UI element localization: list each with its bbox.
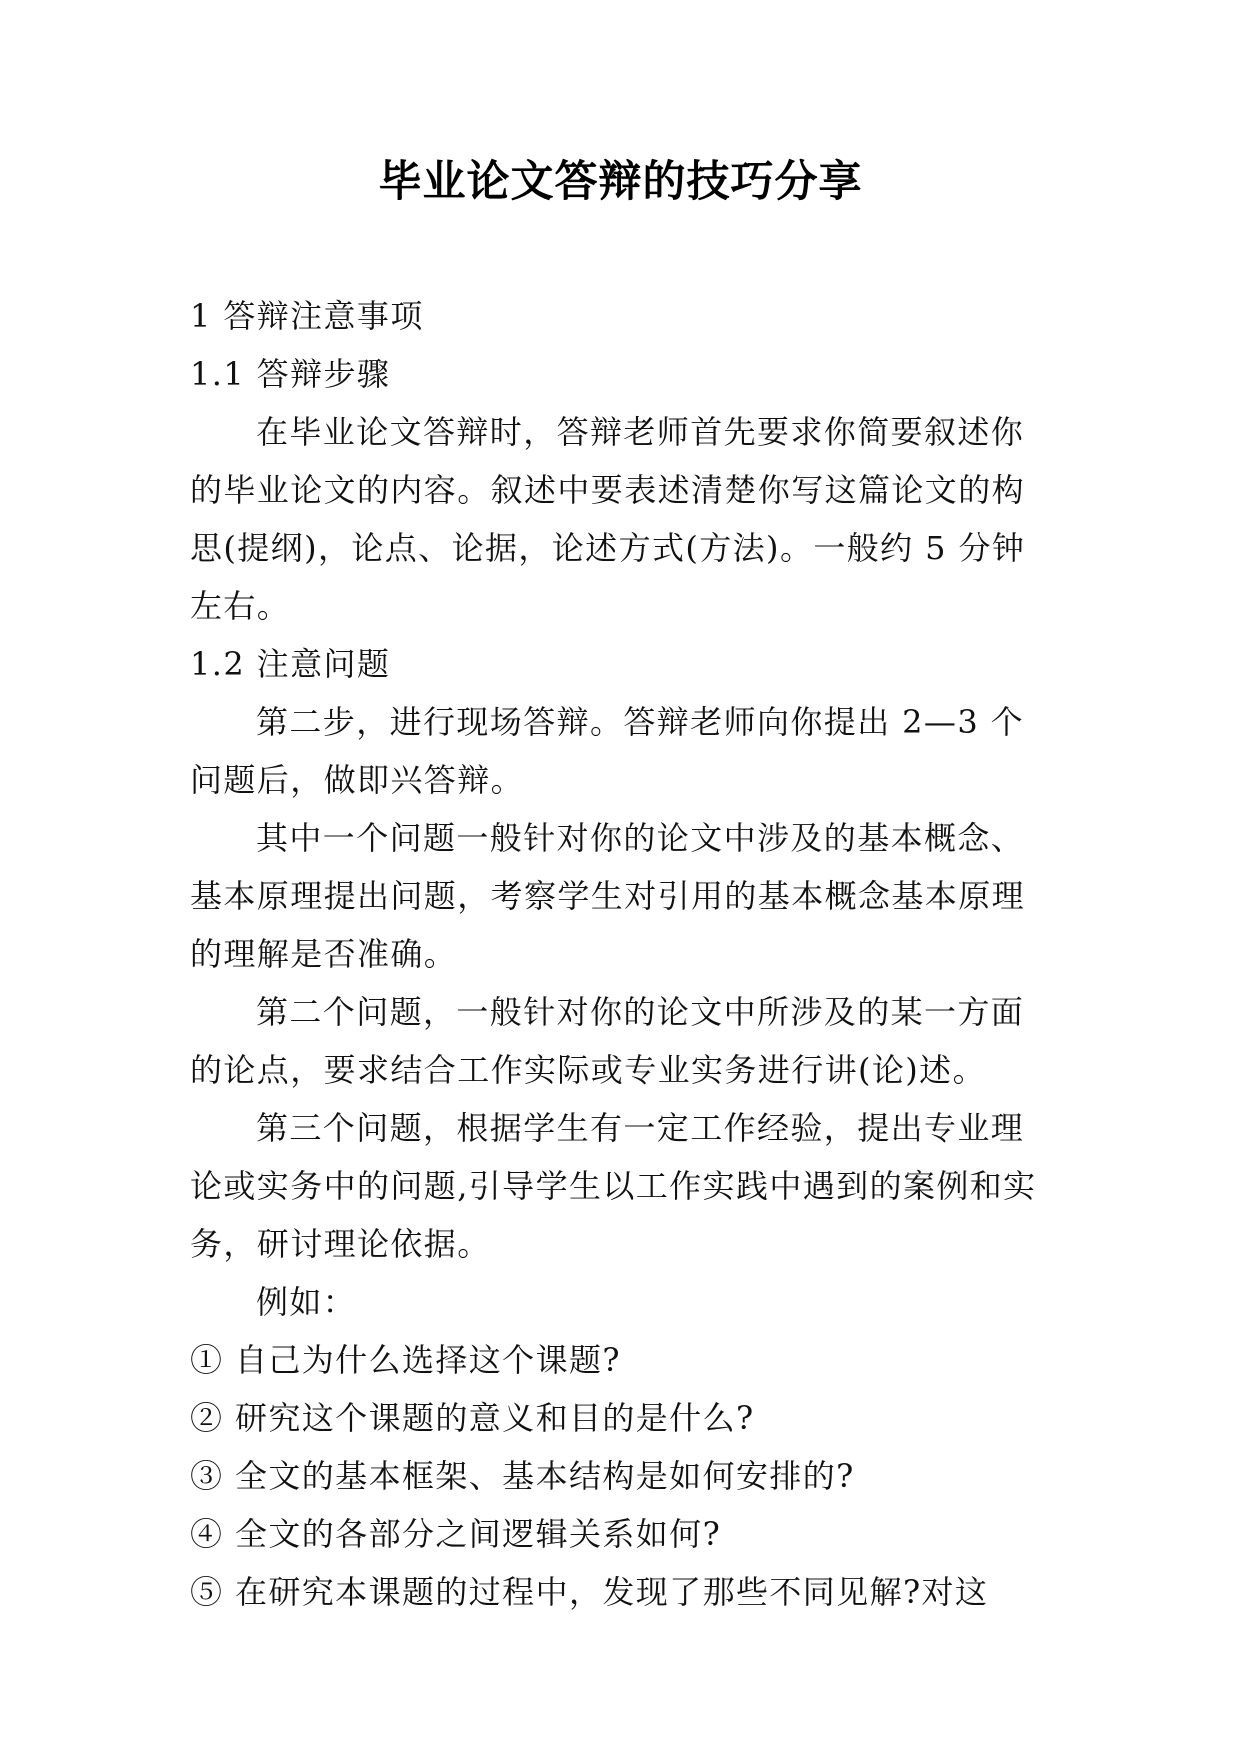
paragraph-first-question: 其中一个问题一般针对你的论文中涉及的基本概念、基本原理提出问题，考察学生对引用的基本概念基本原理的理解是否准确。 [190,819,1026,973]
document-body [190,287,1048,1621]
paragraph-second-step: 第二步，进行现场答辩。答辩老师向你提出 2—3 个问题后，做即兴答辩。 [190,703,1025,799]
section-heading-1: 1 答辩注意事项 [190,297,424,335]
list-item-question-1: ① 自己为什么选择这个课题? [190,1341,621,1379]
document-title: 毕业论文答辩的技巧分享 [378,157,863,207]
list-item-question-5: ⑤ 在研究本课题的过程中，发现了那些不同见解?对这 [190,1573,989,1611]
list-item-question-4: ④ 全文的各部分之间逻辑关系如何? [190,1515,722,1553]
paragraph-second-question: 第二个问题，一般针对你的论文中所涉及的某一方面的论点，要求结合工作实际或专业实务进行讲(论)述。 [190,993,1025,1089]
list-item-question-2: ② 研究这个课题的意义和目的是什么? [190,1399,755,1437]
paragraph-third-question: 第三个问题，根据学生有一定工作经验，提出专业理论或实务中的问题,引导学生以工作实践中遇到的案例和实务，研讨理论依据。 [190,1109,1037,1263]
section-heading-1-2: 1.2 注意问题 [190,645,391,683]
list-item-question-3: ③ 全文的基本框架、基本结构是如何安排的? [190,1457,855,1495]
paragraph-defense-steps: 在毕业论文答辩时，答辩老师首先要求你简要叙述你的毕业论文的内容。叙述中要表述清楚你写这篇论文的构思(提纲)，论点、论据，论述方式(方法)。一般约 5 分钟左右。 [190,413,1026,625]
section-heading-1-1: 1.1 答辩步骤 [190,355,391,393]
paragraph-example-intro: 例如： [256,1283,357,1321]
